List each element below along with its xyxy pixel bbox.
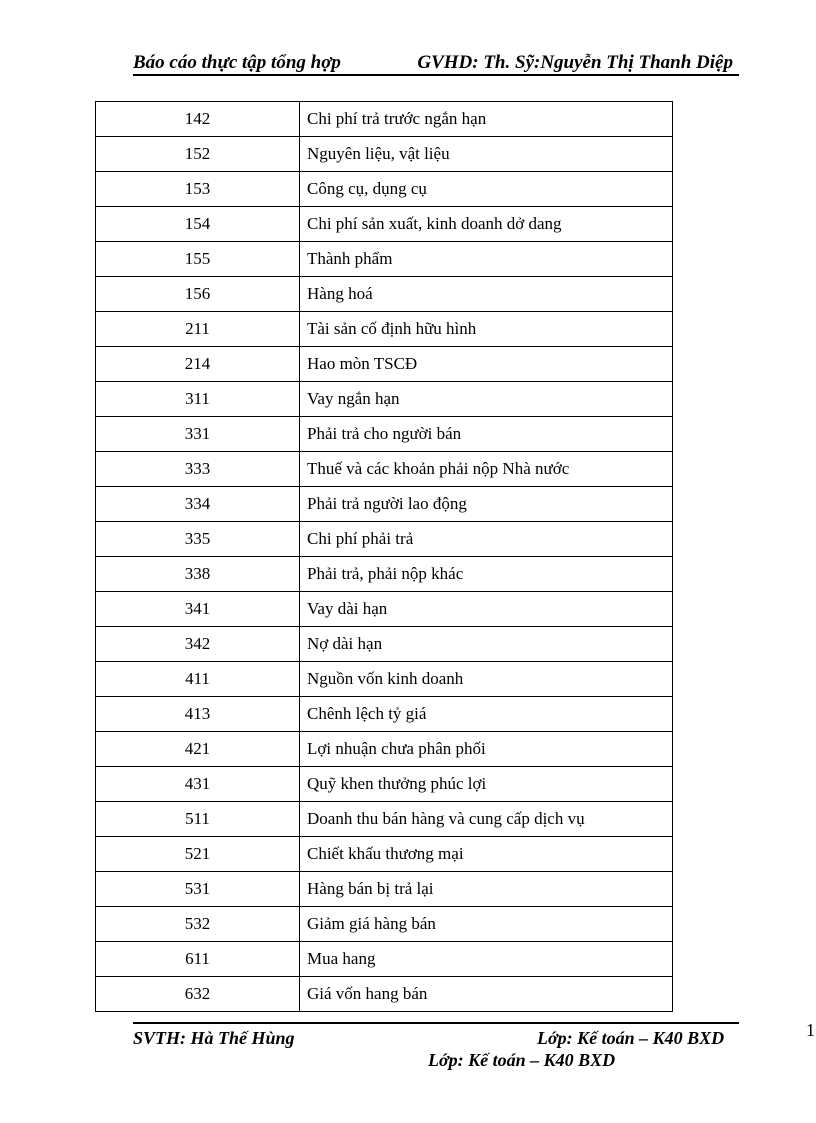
account-name-cell: Lợi nhuận chưa phân phối — [300, 732, 673, 767]
table-row — [96, 277, 673, 312]
table-row — [96, 592, 673, 627]
table-row — [96, 417, 673, 452]
account-code-cell: 421 — [96, 732, 300, 767]
table-row — [96, 207, 673, 242]
account-code-cell: 531 — [96, 872, 300, 907]
footer-divider — [133, 1022, 739, 1024]
account-code-cell: 342 — [96, 627, 300, 662]
account-code-cell: 611 — [96, 942, 300, 977]
table-row — [96, 452, 673, 487]
table-row — [96, 837, 673, 872]
page-header — [133, 50, 739, 76]
account-code-cell: 155 — [96, 242, 300, 277]
table-row — [96, 872, 673, 907]
table-row — [96, 732, 673, 767]
account-name-cell: Thuế và các khoản phải nộp Nhà nước — [300, 452, 673, 487]
table-row — [96, 802, 673, 837]
account-name-cell: Hao mòn TSCĐ — [300, 347, 673, 382]
table-row — [96, 557, 673, 592]
account-code-cell: 152 — [96, 137, 300, 172]
table-row — [96, 172, 673, 207]
account-code-cell: 334 — [96, 487, 300, 522]
account-code-cell: 153 — [96, 172, 300, 207]
header-divider — [133, 74, 739, 76]
account-name-cell: Nguyên liệu, vật liệu — [300, 137, 673, 172]
account-code-cell: 511 — [96, 802, 300, 837]
report-title: Báo cáo thực tập tổng hợp — [133, 52, 341, 73]
account-code-cell: 142 — [96, 102, 300, 137]
supervisor-label: GVHD: Th. Sỹ:Nguyễn Thị Thanh Diệp — [417, 52, 733, 73]
account-name-cell: Phải trả cho người bán — [300, 417, 673, 452]
account-code-cell: 532 — [96, 907, 300, 942]
account-name-cell: Mua hang — [300, 942, 673, 977]
account-code-cell: 214 — [96, 347, 300, 382]
account-name-cell: Công cụ, dụng cụ — [300, 172, 673, 207]
page-number: 1 — [806, 1020, 815, 1040]
table-row — [96, 977, 673, 1012]
account-table-body — [96, 102, 673, 1012]
table-row — [96, 697, 673, 732]
account-name-cell: Chi phí sản xuất, kinh doanh dở dang — [300, 207, 673, 242]
account-code-cell: 341 — [96, 592, 300, 627]
class-label-repeat: Lớp: Kế toán – K40 BXD — [428, 1050, 616, 1070]
account-code-cell: 413 — [96, 697, 300, 732]
account-code-cell: 335 — [96, 522, 300, 557]
account-code-cell: 333 — [96, 452, 300, 487]
account-code-cell: 331 — [96, 417, 300, 452]
table-row — [96, 137, 673, 172]
account-name-cell: Phải trả, phải nộp khác — [300, 557, 673, 592]
account-name-cell: Giảm giá hàng bán — [300, 907, 673, 942]
account-name-cell: Giá vốn hang bán — [300, 977, 673, 1012]
table-row — [96, 522, 673, 557]
account-code-cell: 411 — [96, 662, 300, 697]
account-code-cell: 154 — [96, 207, 300, 242]
account-name-cell: Tài sản cố định hữu hình — [300, 312, 673, 347]
account-code-cell: 156 — [96, 277, 300, 312]
table-row — [96, 312, 673, 347]
account-name-cell: Doanh thu bán hàng và cung cấp dịch vụ — [300, 802, 673, 837]
table-row — [96, 662, 673, 697]
table-row — [96, 627, 673, 662]
account-name-cell: Vay ngắn hạn — [300, 382, 673, 417]
table-row — [96, 242, 673, 277]
account-code-cell: 521 — [96, 837, 300, 872]
account-name-cell: Nguồn vốn kinh doanh — [300, 662, 673, 697]
student-name: SVTH: Hà Thế Hùng — [133, 1028, 295, 1048]
table-row — [96, 102, 673, 137]
account-name-cell: Chi phí phải trả — [300, 522, 673, 557]
account-code-cell: 211 — [96, 312, 300, 347]
account-name-cell: Vay dài hạn — [300, 592, 673, 627]
account-code-cell: 311 — [96, 382, 300, 417]
table-row — [96, 942, 673, 977]
table-row — [96, 347, 673, 382]
table-row — [96, 907, 673, 942]
account-name-cell: Chi phí trả trước ngắn hạn — [300, 102, 673, 137]
table-row — [96, 767, 673, 802]
account-name-cell: Nợ dài hạn — [300, 627, 673, 662]
account-name-cell: Hàng hoá — [300, 277, 673, 312]
account-name-cell: Thành phẩm — [300, 242, 673, 277]
table-row — [96, 487, 673, 522]
account-code-cell: 632 — [96, 977, 300, 1012]
account-name-cell: Hàng bán bị trả lại — [300, 872, 673, 907]
account-name-cell: Chiết khấu thương mại — [300, 837, 673, 872]
account-name-cell: Quỹ khen thưởng phúc lợi — [300, 767, 673, 802]
account-table — [95, 101, 673, 1012]
account-code-cell: 431 — [96, 767, 300, 802]
account-code-cell: 338 — [96, 557, 300, 592]
account-name-cell: Phải trả người lao động — [300, 487, 673, 522]
account-name-cell: Chênh lệch tỷ giá — [300, 697, 673, 732]
class-label: Lớp: Kế toán – K40 BXD — [537, 1028, 725, 1048]
table-row — [96, 382, 673, 417]
